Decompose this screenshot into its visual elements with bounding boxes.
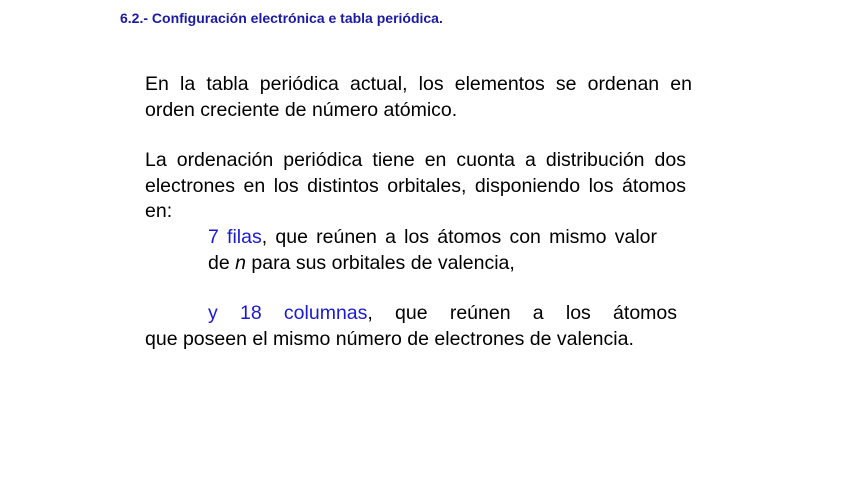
intro-paragraph: En la tabla periódica actual, los elementos se ordenan en orden creciente de número atómico.	[145, 73, 692, 121]
rows-text: , que reúnen a los átomos con mismo valor de	[208, 226, 657, 274]
page-title: 6.2.- Configuración electrónica e tabla periódica.	[120, 10, 443, 26]
rows-highlight: 7 filas	[208, 226, 262, 248]
quantum-number-n: n	[235, 251, 246, 274]
columns-second-line: que poseen el mismo número de electrones de valencia.	[145, 327, 634, 350]
columns-text: , que reúnen a los átomos	[367, 302, 677, 324]
ordering-paragraph: La ordenación periódica tiene en cuonta a distribución dos electrones en los distintos orbitales, disponiendo los átomos en:	[145, 149, 686, 222]
rows-text-end: para sus orbitales de valencia,	[245, 251, 515, 274]
columns-first-line	[145, 301, 677, 327]
columns-paragraph	[145, 301, 677, 352]
columns-highlight: y 18 columnas	[208, 302, 368, 324]
rows-paragraph	[208, 225, 657, 276]
